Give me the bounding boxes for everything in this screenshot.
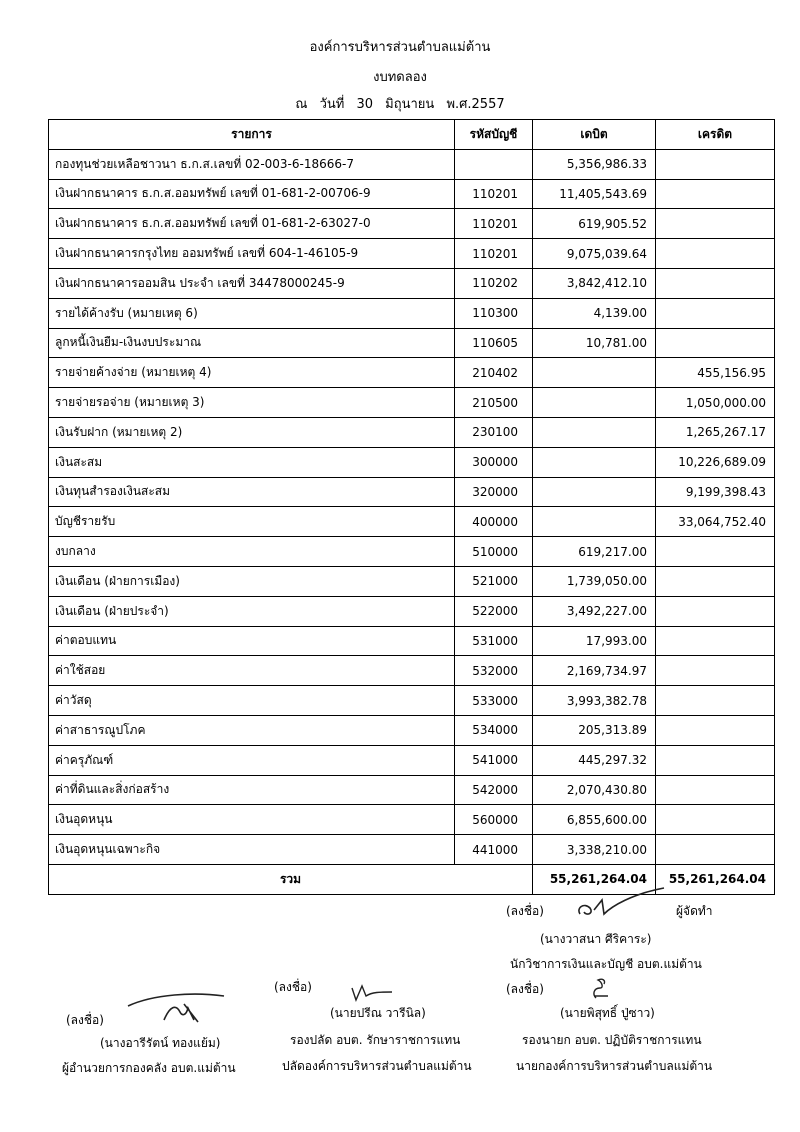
cell-account-code: 521000 [455,566,533,596]
finance-director-position: ผู้อำนวยการกองคลัง อบต.แม่ต้าน [62,1061,236,1075]
cell-account-code: 560000 [455,805,533,835]
cell-item: รายจ่ายรอจ่าย (หมายเหตุ 3) [49,388,455,418]
cell-item: รายจ่ายค้างจ่าย (หมายเหตุ 4) [49,358,455,388]
cell-account-code: 534000 [455,715,533,745]
cell-debit: 205,313.89 [533,715,656,745]
cell-item: เงินเดือน (ฝ่ายประจำ) [49,596,455,626]
date-prefix: ณ [295,97,308,112]
cell-debit: 3,492,227.00 [533,596,656,626]
table-row [49,626,775,656]
table-row [49,596,775,626]
cell-item: รายได้ค้างรับ (หมายเหตุ 6) [49,298,455,328]
preparer-role: ผู้จัดทำ [676,904,713,918]
cell-debit [533,477,656,507]
cell-debit: 2,169,734.97 [533,656,656,686]
cell-item: เงินเดือน (ฝ่ายการเมือง) [49,566,455,596]
trial-balance-table [48,119,775,895]
cell-item: ค่าสาธารณูปโภค [49,715,455,745]
cell-account-code: 531000 [455,626,533,656]
cell-credit [656,179,775,209]
column-header-debit: เดบิต [533,120,656,150]
cell-account-code: 110201 [455,239,533,269]
cell-credit: 1,050,000.00 [656,388,775,418]
column-header-credit: เครดิต [656,120,775,150]
acting-chief-position-2: นายกองค์การบริหารส่วนตำบลแม่ต้าน [516,1059,713,1073]
table-row [49,656,775,686]
table-row [49,328,775,358]
cell-debit: 4,139.00 [533,298,656,328]
table-row [49,149,775,179]
cell-account-code: 510000 [455,537,533,567]
cell-item: เงินสะสม [49,447,455,477]
cell-item: ค่าครุภัณฑ์ [49,745,455,775]
acting-chief-signature-image [586,974,616,1002]
cell-debit: 6,855,600.00 [533,805,656,835]
table-row [49,805,775,835]
cell-credit [656,805,775,835]
cell-account-code: 400000 [455,507,533,537]
cell-credit [656,239,775,269]
deputy-clerk-position-2: ปลัดองค์การบริหารส่วนตำบลแม่ต้าน [282,1059,472,1073]
table-row [49,388,775,418]
acting-chief-position-1: รองนายก อบต. ปฏิบัติราชการแทน [522,1033,702,1047]
cell-item: งบกลาง [49,537,455,567]
cell-debit: 619,905.52 [533,209,656,239]
cell-credit [656,268,775,298]
cell-credit: 9,199,398.43 [656,477,775,507]
cell-debit: 2,070,430.80 [533,775,656,805]
cell-account-code: 532000 [455,656,533,686]
date-month: มิถุนายน [385,97,435,112]
cell-debit: 5,356,986.33 [533,149,656,179]
cell-debit [533,447,656,477]
table-row [49,358,775,388]
table-row [49,686,775,716]
cell-credit: 1,265,267.17 [656,417,775,447]
cell-credit [656,835,775,865]
cell-debit: 3,338,210.00 [533,835,656,865]
cell-account-code: 210402 [455,358,533,388]
table-row [49,537,775,567]
as-of-date [0,93,800,114]
cell-account-code: 110605 [455,328,533,358]
table-row [49,268,775,298]
cell-account-code: 441000 [455,835,533,865]
cell-account-code: 522000 [455,596,533,626]
cell-item: เงินอุดหนุนเฉพาะกิจ [49,835,455,865]
cell-item: ค่าตอบแทน [49,626,455,656]
document-title: งบทดลอง [373,70,427,85]
cell-credit [656,328,775,358]
cell-debit: 1,739,050.00 [533,566,656,596]
cell-item: เงินฝากธนาคาร ธ.ก.ส.ออมทรัพย์ เลขที่ 01-681-2-63027-0 [49,209,455,239]
preparer-position: นักวิชาการเงินและบัญชี อบต.แม่ต้าน [510,957,702,971]
cell-account-code: 210500 [455,388,533,418]
table-row [49,239,775,269]
preparer-signature-image [572,884,672,924]
cell-credit [656,537,775,567]
cell-item: เงินทุนสำรองเงินสะสม [49,477,455,507]
deputy-clerk-signature-image [350,980,394,1004]
cell-credit [656,745,775,775]
cell-debit [533,388,656,418]
cell-account-code: 300000 [455,447,533,477]
preparer-sign-label: (ลงชื่อ) [506,904,544,918]
preparer-name: (นางวาสนา ศีริคาระ) [540,932,652,946]
cell-credit [656,209,775,239]
cell-debit: 445,297.32 [533,745,656,775]
table-row [49,179,775,209]
cell-debit: 11,405,543.69 [533,179,656,209]
cell-debit [533,507,656,537]
deputy-clerk-position-1: รองปลัด อบต. รักษาราชการแทน [290,1033,461,1047]
cell-debit: 9,075,039.64 [533,239,656,269]
table-row [49,447,775,477]
date-year: พ.ศ.2557 [446,97,505,112]
cell-item: เงินฝากธนาคารกรุงไทย ออมทรัพย์ เลขที่ 604-1-46105-9 [49,239,455,269]
table-row [49,507,775,537]
table-row [49,835,775,865]
cell-item: บัญชีรายรับ [49,507,455,537]
total-credit: 55,261,264.04 [656,864,775,894]
cell-item: เงินอุดหนุน [49,805,455,835]
cell-debit: 3,842,412.10 [533,268,656,298]
finance-director-name: (นางอารีรัตน์ ทองแย้ม) [100,1036,221,1050]
cell-item: กองทุนช่วยเหลือชาวนา ธ.ก.ส.เลขที่ 02-003-6-18666-7 [49,149,455,179]
finance-director-sign-label: (ลงชื่อ) [66,1013,104,1027]
deputy-clerk-sign-label: (ลงชื่อ) [274,980,312,994]
cell-account-code: 320000 [455,477,533,507]
cell-account-code: 230100 [455,417,533,447]
cell-credit [656,715,775,745]
cell-account-code: 110201 [455,209,533,239]
table-row [49,298,775,328]
column-header-account-code: รหัสบัญชี [455,120,533,150]
cell-credit [656,149,775,179]
table-header-row [49,120,775,150]
table-row [49,745,775,775]
cell-item: ค่าใช้สอย [49,656,455,686]
table-body [49,149,775,864]
date-day: 30 [356,97,374,112]
cell-credit [656,656,775,686]
table-row [49,715,775,745]
column-header-item: รายการ [49,120,455,150]
cell-credit [656,596,775,626]
cell-debit [533,417,656,447]
cell-credit: 33,064,752.40 [656,507,775,537]
cell-debit: 10,781.00 [533,328,656,358]
cell-account-code: 110202 [455,268,533,298]
cell-item: ค่าวัสดุ [49,686,455,716]
cell-account-code [455,149,533,179]
cell-account-code: 541000 [455,745,533,775]
cell-credit: 10,226,689.09 [656,447,775,477]
total-label: รวม [49,864,533,894]
table-row [49,477,775,507]
cell-account-code: 542000 [455,775,533,805]
cell-credit [656,686,775,716]
organization-name: องค์การบริหารส่วนตำบลแม่ต้าน [309,40,491,55]
cell-debit: 619,217.00 [533,537,656,567]
cell-debit: 3,993,382.78 [533,686,656,716]
cell-account-code: 110300 [455,298,533,328]
table-row [49,417,775,447]
cell-credit [656,626,775,656]
total-debit: 55,261,264.04 [533,864,656,894]
table-row [49,566,775,596]
acting-chief-name: (นายพิสุทธิ์ ปู่ซาว) [560,1006,655,1020]
cell-credit [656,298,775,328]
cell-item: เงินฝากธนาคาร ธ.ก.ส.ออมทรัพย์ เลขที่ 01-681-2-00706-9 [49,179,455,209]
cell-account-code: 110201 [455,179,533,209]
cell-item: ลูกหนี้เงินยืม-เงินงบประมาณ [49,328,455,358]
cell-account-code: 533000 [455,686,533,716]
cell-debit: 17,993.00 [533,626,656,656]
cell-item: เงินรับฝาก (หมายเหตุ 2) [49,417,455,447]
cell-credit [656,775,775,805]
acting-chief-sign-label: (ลงชื่อ) [506,982,544,996]
finance-director-signature-image [124,986,244,1026]
cell-debit [533,358,656,388]
date-label: วันที่ [319,97,345,112]
cell-item: ค่าที่ดินและสิ่งก่อสร้าง [49,775,455,805]
cell-credit: 455,156.95 [656,358,775,388]
cell-credit [656,566,775,596]
cell-item: เงินฝากธนาคารออมสิน ประจำ เลขที่ 34478000245-9 [49,268,455,298]
table-row [49,775,775,805]
deputy-clerk-name: (นายปรีณ วารีนิล) [330,1006,426,1020]
table-row [49,209,775,239]
